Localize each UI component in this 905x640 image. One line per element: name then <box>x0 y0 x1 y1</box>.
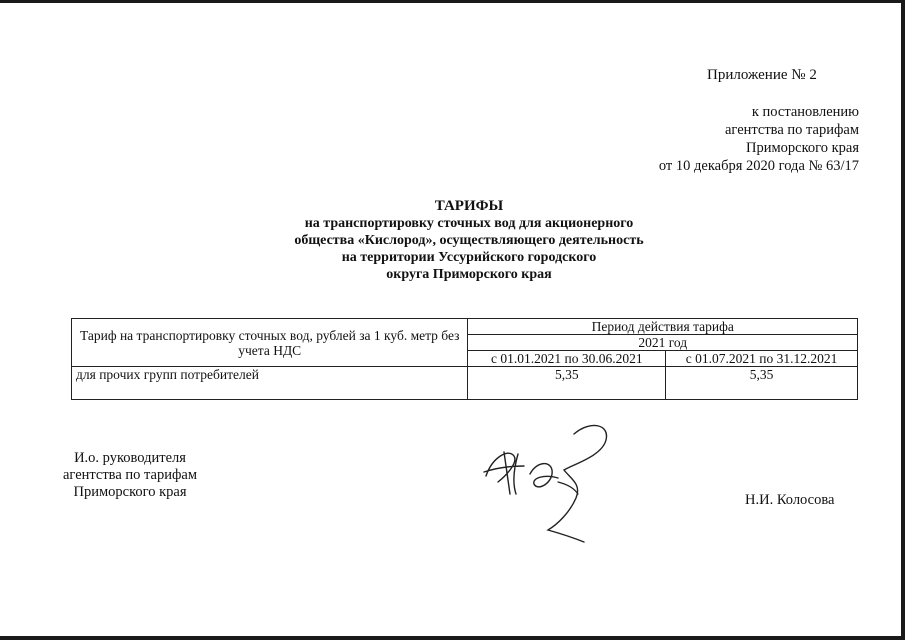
appendix-line: к постановлению <box>751 104 859 120</box>
signatory-position <box>63 450 197 501</box>
scan-edge-top <box>0 0 905 3</box>
value-cell: 5,35 <box>666 367 858 400</box>
tariff-header-cell: Тариф на транспортировку сточных вод, рублей за 1 куб. метр без учета НДС <box>72 319 468 367</box>
document-title-line: общества «Кислород», осуществляющего деятельность <box>294 233 644 248</box>
value-cell: 5,35 <box>468 367 666 400</box>
period-cell: с 01.01.2021 по 30.06.2021 <box>468 351 666 367</box>
period-cell: с 01.07.2021 по 31.12.2021 <box>666 351 858 367</box>
document-title-line: на территории Уссурийского городского <box>341 250 597 265</box>
row-label-cell: для прочих групп потребителей <box>72 367 468 400</box>
signatory-position-line: И.о. руководителя <box>74 450 186 466</box>
document-title-line: на транспортировку сточных вод для акционерного <box>304 216 634 231</box>
scan-edge-right <box>901 0 905 640</box>
tariff-table <box>71 318 858 400</box>
signatory-name: Н.И. Колосова <box>745 492 835 508</box>
year-cell: 2021 год <box>468 335 858 351</box>
appendix-line: от 10 декабря 2020 года № 63/17 <box>658 158 859 174</box>
scan-edge-bottom <box>0 636 905 640</box>
appendix-title: Приложение № 2 <box>707 67 817 83</box>
document-title-line: округа Приморского края <box>386 267 552 282</box>
appendix-line: Приморского края <box>745 140 859 156</box>
signatory-position-line: агентства по тарифам <box>63 467 197 483</box>
appendix-line: агентства по тарифам <box>725 122 859 138</box>
document-title-main: ТАРИФЫ <box>434 198 504 214</box>
document-title <box>0 198 905 283</box>
table-row <box>72 367 858 400</box>
handwritten-signature <box>478 412 618 550</box>
period-header-cell: Период действия тарифа <box>468 319 858 335</box>
signatory-position-line: Приморского края <box>73 484 187 500</box>
appendix-reference <box>659 103 859 175</box>
